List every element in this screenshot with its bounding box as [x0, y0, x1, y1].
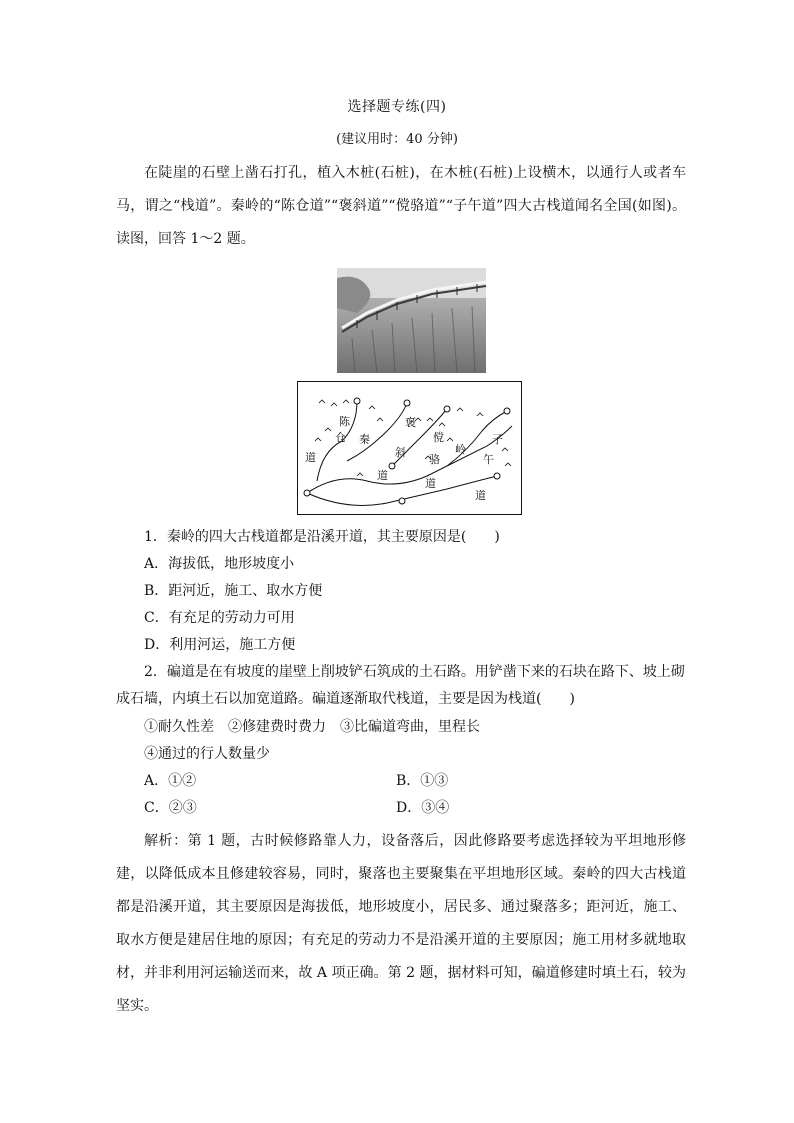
- svg-text:骆: 骆: [429, 453, 440, 466]
- svg-text:道: 道: [377, 469, 388, 482]
- question-2-option-c: C．②③: [144, 800, 197, 816]
- question-2-items-line-2: ④通过的行人数量少: [144, 746, 270, 762]
- analysis-paragraph: 解析：第 1 题，古时候修路靠人力，设备落后，因此修路要考虑选择较为平坦地形修建，以降低成本且修建较容易，同时，聚落也主要聚集在平坦地形区域。秦岭的四大古栈道都是沿溪开道，其主要原因是海拔低，地形坡度小，居民多、通过聚落多；距河近，施工、取水方便是建居住地的原因；有充足的劳动力不是沿溪开道的主要原因；施工用材多就地取材，并非利用河运输送而来，故 A 项正确。第 2 题，据材料可知，碥道修建时填土石，较为坚实。: [116, 833, 686, 1014]
- question-1-option-d: D．利用河运，施工方便: [144, 637, 296, 653]
- svg-text:道: 道: [475, 489, 486, 502]
- question-2-option-a: A．①②: [144, 773, 197, 789]
- qinling-plank-roads-map: [297, 381, 522, 515]
- svg-text:陈: 陈: [339, 415, 350, 428]
- svg-text:秦: 秦: [359, 433, 370, 446]
- page-subtitle: (建议用时：40 分钟): [336, 132, 458, 147]
- svg-text:褒: 褒: [405, 416, 416, 429]
- question-2-stem-line-2: 成石墙，内填土石以加宽道路。碥道逐渐取代栈道，主要是因为栈道( ): [116, 691, 575, 707]
- question-2-items-line-1: ①耐久性差 ②修建费时费力 ③比碥道弯曲，里程长: [144, 719, 480, 735]
- question-1-stem: 1．秦岭的四大古栈道都是沿溪开道，其主要原因是( ): [144, 529, 500, 545]
- svg-text:道: 道: [305, 451, 316, 464]
- svg-text:午: 午: [483, 453, 494, 466]
- page-title: 选择题专练(四): [347, 99, 447, 115]
- svg-text:斜: 斜: [395, 446, 406, 459]
- question-1-option-a: A．海拔低，地形坡度小: [144, 556, 295, 572]
- svg-text:道: 道: [425, 477, 436, 490]
- question-2-option-b: B．①③: [396, 773, 449, 789]
- cliff-plank-road-photo: [337, 268, 486, 373]
- intro-paragraph: 在陡崖的石壁上凿石打孔，植入木桩(石桩)，在木桩(石桩)上设横木，以通行人或者车马，谓之“栈道”。秦岭的“陈仓道”“褒斜道”“傥骆道”“子午道”四大古栈道闻名全国(如图)。读图，回答 1～2 题。: [116, 165, 686, 247]
- question-2-stem-line-1: 2．碥道是在有坡度的崖壁上削坡铲石筑成的土石路。用铲凿下来的石块在路下、坡上砌: [144, 664, 685, 680]
- svg-text:岭: 岭: [455, 443, 466, 456]
- question-1-option-c: C．有充足的劳动力可用: [144, 610, 295, 626]
- question-2-option-d: D．③④: [396, 800, 450, 816]
- question-1-option-b: B．距河近，施工、取水方便: [144, 583, 323, 599]
- svg-text:子: 子: [492, 433, 503, 446]
- svg-text:傥: 傥: [433, 431, 444, 444]
- svg-text:仓: 仓: [335, 431, 346, 444]
